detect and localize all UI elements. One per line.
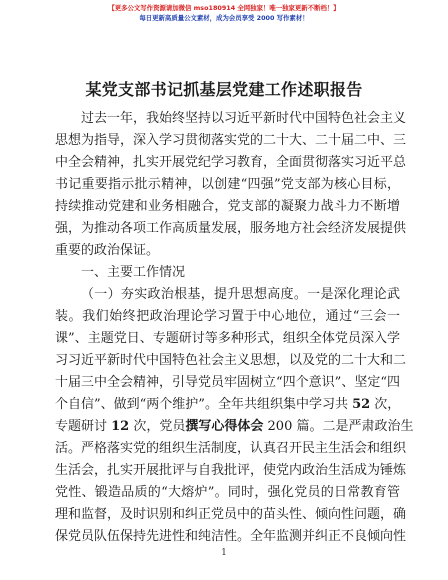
line-text: 保党员队伍保持先进性和纯洁性。全年监测并纠正不良倾向性 xyxy=(55,529,407,544)
line-text: 200 篇。二是严肃政治生 xyxy=(263,419,414,434)
body-line xyxy=(55,262,400,284)
body-line xyxy=(55,504,407,526)
line-text: 书记重要指示批示精神，以创建“四强”党支部为核心目标， xyxy=(55,177,400,192)
body-line xyxy=(55,240,400,262)
body-line xyxy=(55,526,407,548)
body-line xyxy=(55,152,407,174)
line-text: 过去一年，我始终坚持以习近平新时代中国特色社会主义 xyxy=(81,111,407,126)
line-text: 强，为推动各项工作高质量发展，服务地方社会经济发展提供 xyxy=(55,221,407,236)
page-number: 1 xyxy=(221,548,227,558)
body-line xyxy=(55,460,407,482)
body-line xyxy=(55,108,407,130)
document-body xyxy=(55,108,414,548)
line-text: 个自信”、做到“两个维护”。全年共组织集中学习共 xyxy=(55,397,353,412)
body-line xyxy=(55,218,407,240)
body-line xyxy=(55,284,400,306)
line-text: 活。严格落实党的组织生活制度，认真召开民主生活会和组织 xyxy=(55,441,407,456)
emphasis-text: 撰写心得体会 xyxy=(185,419,264,434)
line-text: 思想为指导，深入学习贯彻落实党的二十大、二十届二中、三 xyxy=(55,133,407,148)
header-banner xyxy=(0,3,448,23)
emphasis-text: 52 xyxy=(352,397,371,412)
body-line xyxy=(55,394,400,416)
line-text: 课”、主题党日、专题研讨等多种形式，组织全体党员深入学 xyxy=(55,331,400,346)
line-text: 理和监督，及时识别和纠正党员中的苗头性、倾向性问题，确 xyxy=(55,507,407,522)
body-line xyxy=(55,372,400,394)
emphasis-text: 12 xyxy=(111,419,130,434)
line-text: 次，党员 xyxy=(129,419,186,434)
body-line xyxy=(55,174,400,196)
line-text: 党性、锻造品质的“大熔炉”。同时，强化党员的日常教育管 xyxy=(55,485,400,500)
body-line xyxy=(55,482,400,504)
banner-line-2: 每日更新高质量公文素材，成为会员享受 2000 写作素材！ xyxy=(139,14,309,22)
line-text: 生活会，扎实开展批评与自我批评，使党内政治生活成为锤炼 xyxy=(55,463,407,478)
line-text: 十届三中全会精神，引导党员牢固树立“四个意识”、坚定“四 xyxy=(55,375,400,390)
line-text: 装。我们始终把政治理论学习置于中心地位，通过“三会一 xyxy=(55,309,400,324)
line-text: 中全会精神，扎实开展党纪学习教育，全面贯彻落实习近平总 xyxy=(55,155,407,170)
body-line xyxy=(55,328,400,350)
line-text: （一）夯实政治根基，提升思想高度。一是深化理论武 xyxy=(81,287,400,302)
line-text: 习习近平新时代中国特色社会主义思想，以及党的二十大和二 xyxy=(55,353,407,368)
banner-line-1: 【更多公文写作资源请加微信 mso180914 全网独家！唯一独家更新不断档！】 xyxy=(108,4,340,12)
line-text: 一、主要工作情况 xyxy=(81,265,186,280)
body-line xyxy=(55,416,414,438)
line-text: 重要的政治保证。 xyxy=(55,243,160,258)
line-text: 持续推动党建和业务相融合，党支部的凝聚力战斗力不断增 xyxy=(55,199,400,214)
body-line xyxy=(55,306,400,328)
body-line xyxy=(55,130,407,152)
document-title: 某党支部书记抓基层党建工作述职报告 xyxy=(85,80,363,99)
body-line xyxy=(55,350,407,372)
body-line xyxy=(55,196,400,218)
line-text: 次， xyxy=(370,397,401,412)
body-line xyxy=(55,438,407,460)
line-text: 专题研讨 xyxy=(55,419,112,434)
